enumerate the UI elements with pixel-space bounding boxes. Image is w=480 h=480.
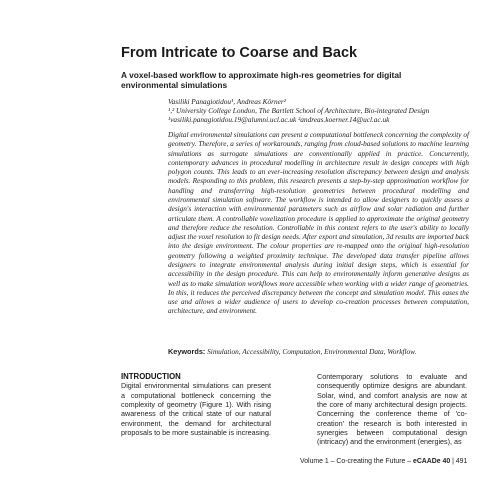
keywords-label: Keywords:: [168, 347, 206, 356]
author-block: [168, 97, 468, 125]
paper-title: From Intricate to Coarse and Back: [121, 45, 358, 61]
intro-right-column: [317, 372, 467, 447]
footer-volume: Volume 1 – Co-creating the Future –: [300, 458, 412, 465]
author-emails: ¹vasiliki.panagiotidou.19@alumni.ucl.ac.uk ²andreas.koerner.14@ucl.ac.uk: [168, 115, 390, 125]
intro-left-text: Digital environmental simulations can present a computational bottleneck concerning the complexity of geometry (Figure 1). With rising awareness of the critical state of our natural environment, the demand for architectural proposals to be more sustainable is increasing.: [121, 381, 271, 438]
footer-page-number: 491: [455, 458, 468, 465]
author-names: Vasiliki Panagiotidou¹, Andreas Körner²: [168, 97, 286, 106]
footer-conference: eCAADe 40: [413, 458, 451, 465]
keywords-values: Simulation, Accessibility, Computation, Environmental Data, Workflow.: [207, 347, 417, 356]
paper-subtitle: A voxel-based workflow to approximate high-res geometries for digital environmental simulations: [121, 70, 402, 90]
author-affiliation: ¹,² University College London, The Bartlett School of Architecture, Bio-integrated Design: [168, 106, 430, 116]
footer-separator: |: [452, 458, 454, 465]
intro-right-text: Contemporary solutions to evaluate and consequently optimize designs are abundant. Solar, wind, and comfort analysis are now at the core of many architectural design projects. Concerning the conference theme of 'co-creation' the research is both interested in synergies between computational design (intricacy) and the environment (energies), as: [317, 372, 467, 447]
page-footer: [300, 458, 470, 465]
section-heading-introduction: INTRODUCTION: [121, 372, 181, 381]
abstract: Digital environmental simulations can present a computational bottleneck concerning the complexity of geometry. Therefore, a series of workarounds, ranging from cloud-based solutions to machine learning simulations as surrogate simulations are conventionally applied in practice. Concurrently, contemporary advances in procedural modelling in architecture result in design concepts with high polygon counts. This leads to an ever-increasing resolution discrepancy between design and analysis models. Responding to this problem, this research presents a step-by-step approximation workflow for handling and transferring high-resolution geometries between procedural modelling and environmental simulation software. The workflow is intended to allow designers to quickly assess a design's interaction with environmental parameters such as airflow and solar radiation and further articulate them. A controllable voxelization procedure is applied to approximate the original geometry and therefore reduce the resolution. Controllable in this context refers to the user's ability to locally adjust the voxel resolution to fit design needs. After export and simulation, 3d results are imported back into the design environment. The colour properties are re-mapped onto the original high-resolution geometry following a weighted proximity technique. The developed data transfer pipeline allows designers to integrate environmental analysis during initial design steps, which is essential for accessibility in the design procedure. This can help to environmentally inform generative designs as well as to make simulation workflows more accessible when working with a wider range of geometries. In this, it reduces the perceived discrepancy between the concept and simulation model. This eases the use and allows a wider audience of users to develop co-creation processes between computation, architecture, and environment.: [168, 131, 469, 316]
keywords: [168, 347, 468, 356]
intro-left-column: [121, 372, 271, 437]
